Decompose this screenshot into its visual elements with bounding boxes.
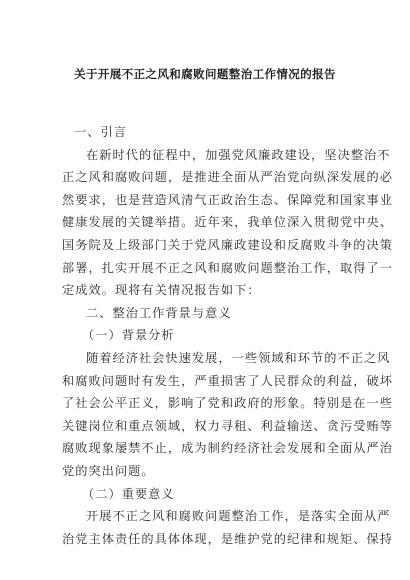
paragraph-line: 然要求，也是营造风清气正政治生态、保障党和国家事业 (62, 192, 393, 207)
paragraph-line: 了社会公平正义，影响了党和政府的形象。特别是在一些 (62, 396, 393, 411)
paragraph-line: 开展不正之风和腐败问题整治工作，是落实全面从严 (86, 509, 391, 524)
section-heading-introduction: 一、引言 (74, 125, 127, 139)
paragraph-line: 治党主体责任的具体体现，是维护党的纪律和规矩、保持 (62, 531, 393, 546)
paragraph-line: 部署，扎实开展不正之风和腐败问题整治工作，取得了一 (62, 260, 393, 275)
subsection-heading-significance: （二）重要意义 (82, 486, 175, 501)
paragraph-line: 国务院及上级部门关于党风廉政建设和反腐败斗争的决策 (62, 237, 393, 252)
document-body (62, 121, 393, 550)
paragraph-line: 在新时代的征程中，加强党风廉政建设，坚决整治不 (86, 147, 391, 162)
section-heading-background: 二、整治工作背景与意义 (86, 305, 232, 320)
paragraph-line: 健康发展的关键举措。近年来，我单位深入贯彻党中央、 (62, 215, 393, 230)
paragraph-line: 和腐败问题时有发生，严重损害了人民群众的利益，破坏 (62, 373, 393, 388)
paragraph-line: 随着经济社会快速发展，一些领域和环节的不正之风 (86, 350, 391, 365)
paragraph-line: 腐败现象屡禁不止，成为制约经济社会发展和全面从严治 (62, 441, 393, 456)
paragraph-line: 正之风和腐败问题，是推进全面从严治党向纵深发展的必 (62, 170, 393, 185)
paragraph-line: 关键岗位和重点领域，权力寻租、利益输送、贪污受贿等 (62, 418, 393, 433)
document-title: 关于开展不正之风和腐败问题整治工作情况的报告 (74, 67, 336, 81)
paragraph-line: 党的突出问题。 (62, 463, 155, 478)
subsection-heading-background-analysis: （一）背景分析 (82, 328, 175, 343)
paragraph-line: 定成效。现将有关情况报告如下： (62, 283, 261, 298)
